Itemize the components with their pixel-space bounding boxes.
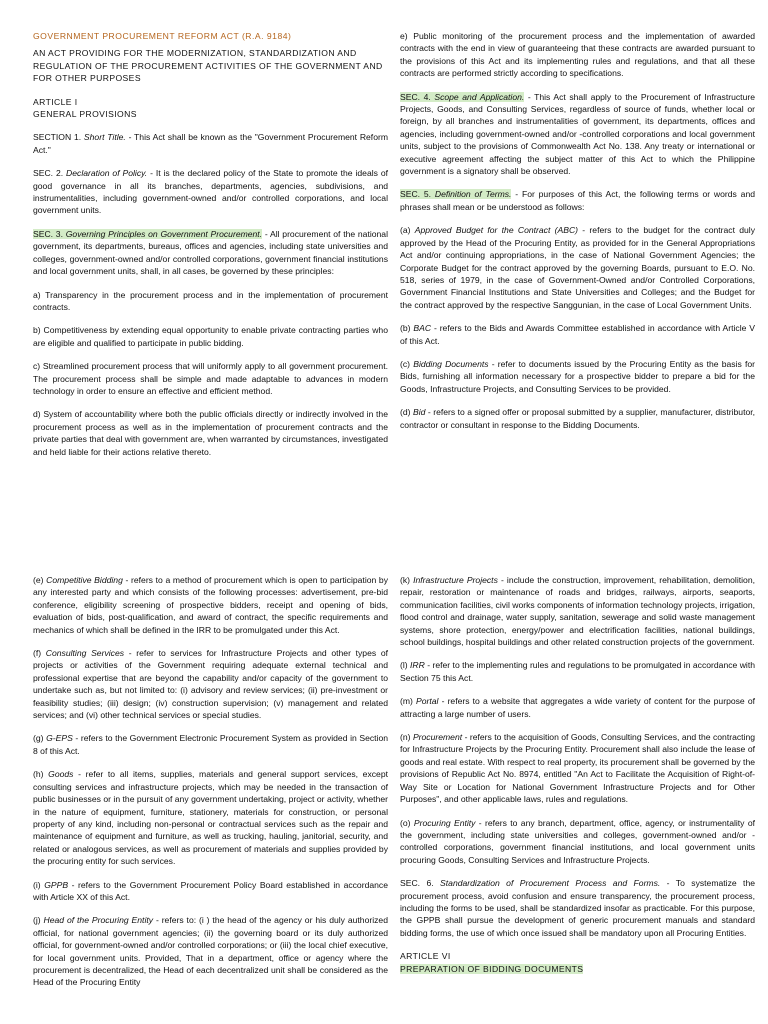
principle-a: a) Transparency in the procurement process and in the implementation of procurement contracts. [33,289,388,312]
definition-a: (a) Approved Budget for the Contract (ABC) - refers to the budget for the contract duly approved by the Head of the Procuring Entity, as provided for in the General Appropriations Act and/or continuing appropriations, in the case of National Government Agencies; the Corporate Budget for the contract approved by the governing Boards, pursuant to E.O. No. 518, series of 1979, in the case of Government-Owned and/or Controlled Corporations, Government Financial Institutions and State Universities and Colleges; and the Budget for the contract approved by the respective Sanggunian, in the case of Local Government Units. [400,225,756,310]
page2-left-column [33,574,388,1000]
page-2 [0,560,768,1024]
section-4: SEC. 4. Scope and Application. - This Act shall apply to the Procurement of Infrastructure Projects, Goods, and Consulting Services, regardless of source of funds, whether local or foreign, by all branches and instrumentalities of government, its departments, offices and agencies, including government-owned and/or -controlled corporations and local government units, subject to the provisions of Commonwealth Act No. 138. Any treaty or international or executive agreement affecting the subject matter of this Act to which the Philippine government is a signatory shall be observed. [400,91,755,177]
definition-i: (i) GPPB - refers to the Government Procurement Policy Board established in accordance with Article XX of this Act. [33,879,388,902]
definition-b: (b) BAC - refers to the Bids and Awards Committee established in accordance with Article V of this Act. [400,323,755,346]
section-6: SEC. 6. Standardization of Procurement Process and Forms. - To systematize the procurement process, avoid confusion and ensure transparency, the procurement process, including the forms to be used, shall be standardized insofar as practicable. For this purpose, the GPPB shall pursue the development of generic procurement manuals and standard bidding forms, the use of which once issued shall be mandatory upon all Procuring Entities. [400,878,755,938]
article-vi-title: PREPARATION OF BIDDING DOCUMENTS [400,963,584,974]
page1-left-column [33,30,388,469]
section-1: SECTION 1. Short Title. - This Act shall be known as the "Government Procurement Reform Act." [33,132,388,155]
article-vi-heading: ARTICLE VI [400,951,451,962]
section-2: SEC. 2. Declaration of Policy. - It is the declared policy of the State to promote the ideals of good governance in all its branches, departments, agencies, subdivisions, and instrumentalities, including government-owned and/or controlled corporations, and local government units. [33,168,388,216]
definition-d: (d) Bid - refers to a signed offer or proposal submitted by a supplier, manufacturer, distributor, contractor or consultant in response to the Bidding Documents. [400,407,756,430]
act-description: AN ACT PROVIDING FOR THE MODERNIZATION, STANDARDIZATION AND REGULATION OF THE PROCUREMENT ACTIVITIES OF THE GOVERNMENT AND FOR OTHER PURPOSES [33,48,383,84]
definition-j: (j) Head of the Procuring Entity - refers to: (i ) the head of the agency or his duly authorized official, for national government agencies; (ii) the governing board or its duly authorized official, for government-owned and/or controlled corporations; or (iii) the local chief executive, for local government units. Provided, That in a department, office or agency where the procurement is decentralized, the Head of each decentralized unit shall be considered as the Head of the Procuring Entity [33,915,388,988]
article-heading: ARTICLE I [33,96,78,107]
document-title: GOVERNMENT PROCUREMENT REFORM ACT (R.A. 9184) [33,31,292,41]
principle-b: b) Competitiveness by extending equal opportunity to enable private contracting parties who are eligible and qualified to participate in public bidding. [33,325,388,348]
article-title: GENERAL PROVISIONS [33,109,137,120]
definition-o: (o) Procuring Entity - refers to any branch, department, office, agency, or instrumentality of the government, including state universities and colleges, government-owned and/or -controlled corporations, government financial institutions, and local government units procuring Goods, Consulting Services and Infrastructure Projects. [400,817,755,865]
section-3: SEC. 3. Governing Principles on Government Procurement. - All procurement of the national government, its departments, bureaus, offices and agencies, including state universities and colleges, government-owned and/or controlled corporations, government financial institutions and local government units, shall, in all cases, be governed by these principles: [33,228,388,277]
definition-h: (h) Goods - refer to all items, supplies, materials and general support services, except consulting services and infrastructure projects, which may be needed in the transaction of public businesses or in the pursuit of any government undertaking, project or activity, whether in the nature of equipment, furniture, stationery, materials for construction, or personal property of any kind, including non-personal or contractual services such as the repair and maintenance of equipment and furniture, as well as trucking, hauling, janitorial, security, and related or analogous services, as well as procurement of materials and supplies provided by the procuring entity for such services. [33,769,388,867]
page2-right-column [400,574,755,975]
definition-c: (c) Bidding Documents - refer to documents issued by the Procuring Entity as the basis for Bids, furnishing all information necessary for a prospective bidder to prepare a bid for the Goods, Infrastructure Projects, and Consulting Services to be provided. [400,358,755,394]
definition-e: (e) Competitive Bidding - refers to a method of procurement which is open to participation by any interested party and which consists of the following processes: advertisement, pre-bid conference, eligibility screening of prospective bidders, receipt and opening of bids, evaluation of bids, post-qualification, and award of contract, the specific requirements and mechanics of which shall be defined in the IRR to be promulgated under this Act. [33,575,389,635]
page1-right-column [400,30,755,442]
section-5: SEC. 5. Definition of Terms. - For purposes of this Act, the following terms or words and phrases shall mean or be understood as follows: [400,189,755,212]
principle-c: c) Streamlined procurement process that will uniformly apply to all government procurement. The procurement process shall be simple and made adaptable to advances in modern technology in order to ensure an effective and efficient method. [33,361,388,396]
principle-d: d) System of accountability where both the public officials directly or indirectly involved in the procurement process as well as in the implementation of procurement contracts and the private parties that deal with government are, when warranted by circumstances, investigated and held liable for their actions relative thereto. [33,409,388,457]
principle-e: e) Public monitoring of the procurement process and the implementation of awarded contracts with the end in view of guaranteeing that these contracts are awarded pursuant to the provisions of this Act and its implementing rules and regulations, and that all these contracts are performed strictly according to specifications. [400,31,755,79]
definition-m: (m) Portal - refers to a website that aggregates a wide variety of content for the purpose of attracting a large number of users. [400,696,755,719]
definition-k: (k) Infrastructure Projects - include the construction, improvement, rehabilitation, demolition, repair, restoration or maintenance of roads and bridges, railways, airports, seaports, communication facilities, civil works components of information technology projects, irrigation, flood control and drainage, water supply, sanitation, sewerage and solid waste management systems, shore protection, energy/power and electrification facilities, national buildings, school buildings, hospital buildings and other related construction projects of the government. [400,575,755,648]
definition-n: (n) Procurement - refers to the acquisition of Goods, Consulting Services, and the contracting for Infrastructure Projects by the Procuring Entity. Procurement shall also include the lease of goods and real estate. With respect to real property, its procurement shall be governed by the provisions of Republic Act No. 8974, entitled "An Act to Facilitate the Acquisition of Right-of-Way Site or Location for National Government Infrastructure Projects and for Other Purposes", and other applicable laws, rules and regulations. [400,732,756,805]
definition-l: (l) IRR - refer to the implementing rules and regulations to be promulgated in accordance with Section 75 this Act. [400,660,755,683]
definition-g: (g) G-EPS - refers to the Government Electronic Procurement System as provided in Section 8 of this Act. [33,733,389,756]
definition-f: (f) Consulting Services - refer to services for Infrastructure Projects and other types of projects or activities of the Government requiring adequate external technical and professional expertise that are beyond the capability and/or capacity of the government to undertake such as, but not limited to: (i) advisory and review services; (ii) pre-investment or feasibility studies; (iii) design; (iv) construction supervision; (v) management and related services; and (vi) other technical services or special studies. [33,648,389,721]
